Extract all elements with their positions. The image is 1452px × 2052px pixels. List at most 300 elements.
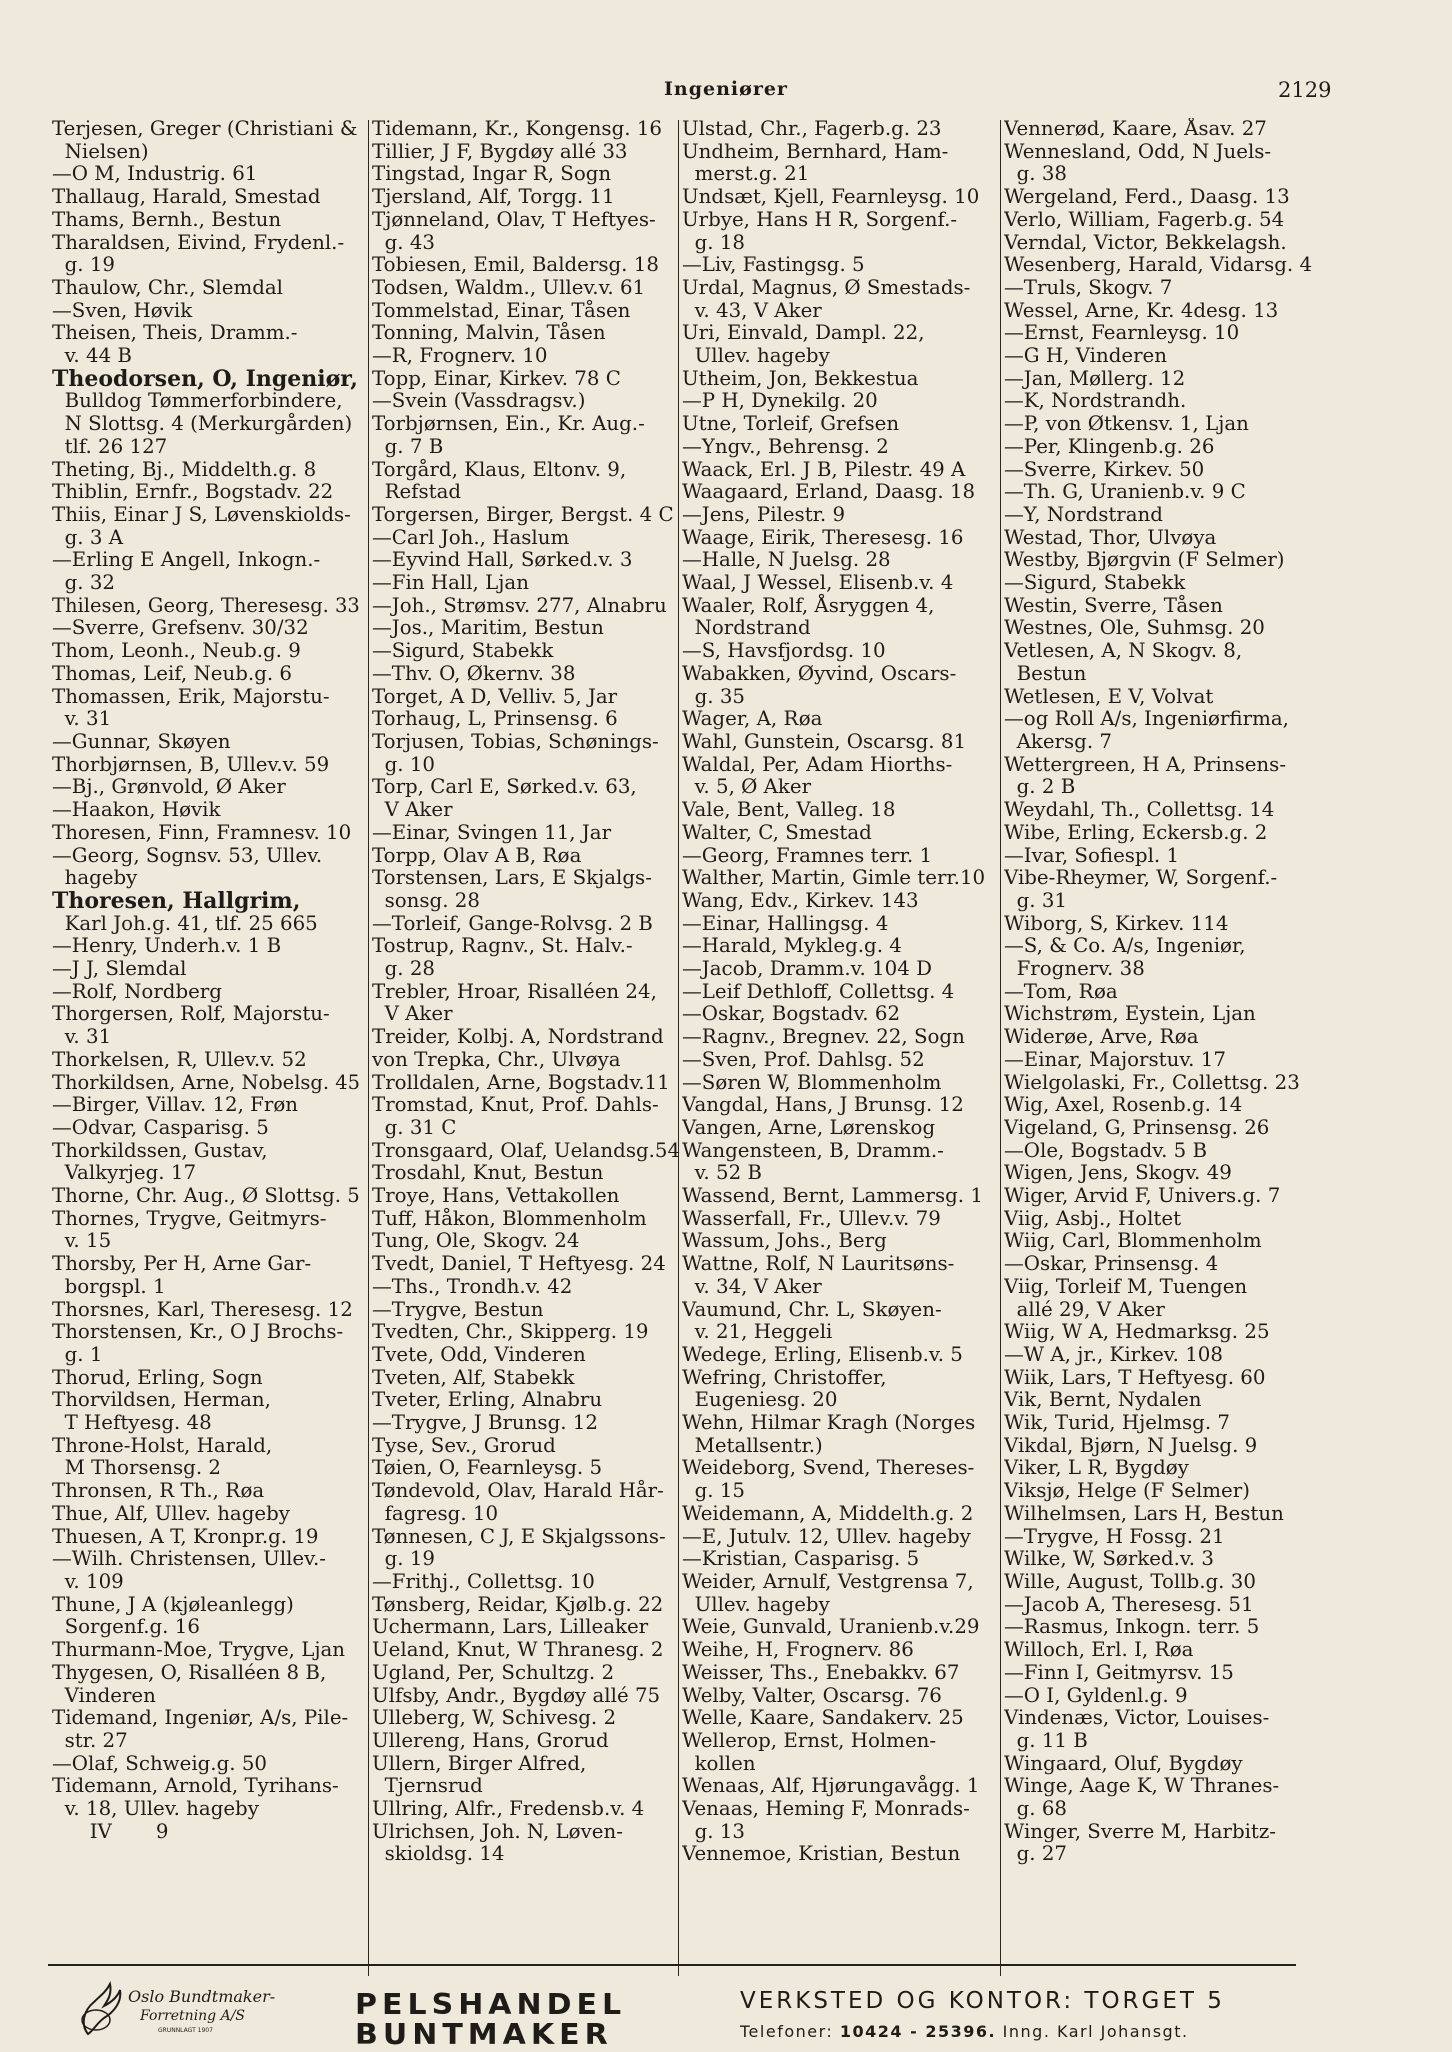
directory-entry: Utheim, Jon, Bekkestua <box>682 366 919 390</box>
directory-entry: g. 2 B <box>1004 775 1076 799</box>
directory-entry: —Rolf, Nordberg <box>52 979 222 1003</box>
directory-entry: Wielgolaski, Fr., Collettsg. 23 <box>1004 1070 1300 1094</box>
directory-entry: g. 35 <box>682 684 745 708</box>
directory-entry: Undheim, Bernhard, Ham- <box>682 139 949 163</box>
directory-entry: Ullring, Alfr., Fredensb.v. 4 <box>372 1797 645 1821</box>
directory-entry: Winger, Sverre M, Harbitz- <box>1004 1819 1276 1843</box>
directory-entry: —Jacob, Dramm.v. 104 D <box>682 957 932 981</box>
directory-entry: g. 7 B <box>372 434 444 458</box>
directory-entry: Westby, Bjørgvin (F Selmer) <box>1004 548 1285 572</box>
directory-entry: Viksjø, Helge (F Selmer) <box>1004 1479 1250 1503</box>
directory-entry: g. 3 A <box>52 525 123 549</box>
directory-entry: —Jens, Pilestr. 9 <box>682 502 846 526</box>
column-divider <box>368 120 369 1976</box>
directory-entry: Vangdal, Hans, J Brunsg. 12 <box>682 1093 964 1117</box>
advert-divider <box>48 1964 1296 1966</box>
advert-contact <box>740 1988 1300 2041</box>
directory-entry: g. 38 <box>1004 162 1067 186</box>
directory-entry: Thorsnes, Karl, Theresesg. 12 <box>52 1297 353 1321</box>
directory-entry: —Harald, Mykleg.g. 4 <box>682 934 902 958</box>
directory-entry: —Haakon, Høvik <box>52 798 221 822</box>
column-divider <box>678 120 679 1976</box>
directory-entry: —P H, Dynekilg. 20 <box>682 389 878 413</box>
directory-entry: Karl Joh.g. 41, tlf. 25 665 <box>52 911 318 935</box>
directory-column-4 <box>1004 118 1312 1980</box>
directory-entry: Weydahl, Th., Collettsg. 14 <box>1004 798 1275 822</box>
directory-entry: g. 43 <box>372 230 435 254</box>
directory-entry: —Tom, Røa <box>1004 979 1118 1003</box>
directory-entry: Tøien, O, Fearnleysg. 5 <box>372 1456 603 1480</box>
advert-phone-line <box>740 2022 1300 2041</box>
directory-entry: Thilesen, Georg, Theresesg. 33 <box>52 593 360 617</box>
directory-entry: g. 11 B <box>1004 1728 1088 1752</box>
directory-entry: Weisser, Ths., Enebakkv. 67 <box>682 1660 960 1684</box>
directory-entry: Urdal, Magnus, Ø Smestads- <box>682 275 971 299</box>
directory-entry: Uri, Einvald, Dampl. 22, <box>682 321 925 345</box>
directory-entry: Urbye, Hans H R, Sorgenf.- <box>682 207 958 231</box>
directory-entry: Torgård, Klaus, Eltonv. 9, <box>372 457 627 481</box>
directory-entry: —O M, Industrig. 61 <box>52 162 258 186</box>
directory-entry: Tvedt, Daniel, T Heftyesg. 24 <box>372 1252 666 1276</box>
directory-entry: —Oskar, Prinsensg. 4 <box>1004 1252 1219 1276</box>
directory-entry: allé 29, V Aker <box>1004 1297 1165 1321</box>
directory-entry: —Einar, Svingen 11, Jar <box>372 820 612 844</box>
directory-entry: —Oskar, Bogstadv. 62 <box>682 1002 901 1026</box>
directory-entry: Wang, Edv., Kirkev. 143 <box>682 888 919 912</box>
directory-entry: Torget, A D, Velliv. 5, Jar <box>372 684 618 708</box>
directory-entry: Wettergreen, H A, Prinsens- <box>1004 752 1286 776</box>
directory-entry: Winge, Aage K, W Thranes- <box>1004 1774 1280 1798</box>
directory-entry: Thorud, Erling, Sogn <box>52 1365 263 1389</box>
directory-entry: —Wilh. Christensen, Ullev.- <box>52 1547 326 1571</box>
directory-entry: —R, Frognerv. 10 <box>372 344 548 368</box>
directory-entry: Tronsgaard, Olaf, Uelandsg.54 <box>372 1138 680 1162</box>
directory-entry: Ulstad, Chr., Fagerb.g. 23 <box>682 118 942 140</box>
directory-entry: Thorkelsen, R, Ullev.v. 52 <box>52 1047 307 1071</box>
directory-entry: Thiblin, Ernfr., Bogstadv. 22 <box>52 480 334 504</box>
directory-entry: —Carl Joh., Haslum <box>372 525 570 549</box>
directory-entry: —Henry, Underh.v. 1 B <box>52 934 282 958</box>
directory-entry: —Erling E Angell, Inkogn.- <box>52 548 321 572</box>
directory-entry: —Halle, N Juelsg. 28 <box>682 548 891 572</box>
directory-entry: T Heftyesg. 48 <box>52 1411 212 1435</box>
phone-numbers: 10424 - 25396. <box>839 2022 997 2041</box>
directory-entry: Vennerød, Kaare, Åsav. 27 <box>1004 118 1267 140</box>
directory-entry: Wiger, Arvid F, Univers.g. 7 <box>1004 1184 1281 1208</box>
directory-entry: —Einar, Hallingsg. 4 <box>682 911 889 935</box>
directory-entry: Viig, Torleif M, Tuengen <box>1004 1274 1248 1298</box>
directory-entry: Wiik, Lars, T Heftyesg. 60 <box>1004 1365 1266 1389</box>
directory-entry: —E, Jutulv. 12, Ullev. hageby <box>682 1524 971 1548</box>
directory-entry: Thomassen, Erik, Majorstu- <box>52 684 330 708</box>
directory-entry: Vikdal, Bjørn, N Juelsg. 9 <box>1004 1433 1258 1457</box>
directory-entry: Wahl, Gunstein, Oscarsg. 81 <box>682 729 967 753</box>
directory-entry: —Einar, Majorstuv. 17 <box>1004 1047 1226 1071</box>
directory-entry: v. 31 <box>52 1025 112 1049</box>
directory-entry: Walter, C, Smestad <box>682 820 872 844</box>
directory-entry: Uchermann, Lars, Lilleaker <box>372 1615 649 1639</box>
directory-entry: —Ernst, Fearnleysg. 10 <box>1004 321 1240 345</box>
directory-entry: Valkyrjeg. 17 <box>52 1161 197 1185</box>
directory-entry: Vale, Bent, Valleg. 18 <box>682 798 896 822</box>
directory-entry: g. 31 C <box>372 1115 457 1139</box>
directory-entry: Vigeland, G, Prinsensg. 26 <box>1004 1115 1270 1139</box>
directory-column-1 <box>52 118 360 1980</box>
directory-entry: —Trygve, Bestun <box>372 1297 544 1321</box>
directory-entry: Torhaug, L, Prinsensg. 6 <box>372 707 618 731</box>
directory-entry: Theodorsen, O, Ingeniør, <box>52 365 358 392</box>
directory-entry: Thom, Leonh., Neub.g. 9 <box>52 639 301 663</box>
directory-entry: Waagaard, Erland, Daasg. 18 <box>682 480 976 504</box>
directory-entry: g. 32 <box>52 571 115 595</box>
directory-entry: Weihe, H, Frognerv. 86 <box>682 1638 914 1662</box>
directory-entry: —Gunnar, Skøyen <box>52 729 231 753</box>
directory-column-2 <box>372 118 680 1980</box>
directory-entry: Vindenæs, Victor, Louises- <box>1004 1706 1270 1730</box>
directory-entry: —Ivar, Sofiespl. 1 <box>1004 843 1180 867</box>
directory-entry: —Y, Nordstrand <box>1004 502 1163 526</box>
directory-entry: —O I, Gyldenl.g. 9 <box>1004 1683 1188 1707</box>
directory-entry: Wergeland, Ferd., Daasg. 13 <box>1004 185 1290 209</box>
directory-entry: Wetlesen, E V, Volvat <box>1004 684 1214 708</box>
directory-entry: Akersg. 7 <box>1004 729 1112 753</box>
directory-entry: Undsæt, Kjell, Fearnleysg. 10 <box>682 185 980 209</box>
directory-entry: —Torleif, Gange-Rolvsg. 2 B <box>372 911 653 935</box>
directory-entry: —J J, Slemdal <box>52 957 187 981</box>
directory-entry: —Søren W, Blommenholm <box>682 1070 942 1094</box>
directory-entry: Treider, Kolbj. A, Nordstrand <box>372 1025 664 1049</box>
directory-entry: Wigen, Jens, Skogv. 49 <box>1004 1161 1232 1185</box>
directory-entry: g. 27 <box>1004 1842 1067 1866</box>
directory-entry: —Sigurd, Stabekk <box>372 639 554 663</box>
directory-entry: —Jos., Maritim, Bestun <box>372 616 604 640</box>
directory-entry: Tjersland, Alf, Torgg. 11 <box>372 185 615 209</box>
directory-entry: —Georg, Framnes terr. 1 <box>682 843 933 867</box>
directory-entry: Wabakken, Øyvind, Oscars- <box>682 661 957 685</box>
directory-entry: N Slottsg. 4 (Merkurgården) <box>52 412 353 436</box>
directory-entry: Wig, Axel, Rosenb.g. 14 <box>1004 1093 1243 1117</box>
directory-entry: —S, Havsfjordsg. 10 <box>682 639 886 663</box>
directory-entry: g. 1 <box>52 1342 103 1366</box>
entrance-note: Inng. Karl Johansgt. <box>1002 2022 1189 2041</box>
directory-entry: Wefring, Christoffer, <box>682 1365 887 1389</box>
directory-entry: Venaas, Heming F, Monrads- <box>682 1797 970 1821</box>
directory-entry: v. 43, V Aker <box>682 298 822 322</box>
page-header <box>0 78 1452 108</box>
directory-entry: Tidemann, Arnold, Tyrihans- <box>52 1774 339 1798</box>
directory-entry: Terjesen, Greger (Christiani & <box>52 118 358 140</box>
directory-entry: Thorne, Chr. Aug., Ø Slottsg. 5 <box>52 1184 360 1208</box>
directory-entry: —og Roll A/s, Ingeniørfirma, <box>1004 707 1289 731</box>
page-title: Ingeniører <box>664 78 788 100</box>
directory-entry: Wennesland, Odd, N Juels- <box>1004 139 1272 163</box>
directory-entry: Tjønneland, Olav, T Heftyes- <box>372 207 656 231</box>
directory-entry: Viker, L R, Bygdøy <box>1004 1456 1189 1480</box>
directory-entry: Theting, Bj., Middelth.g. 8 <box>52 457 317 481</box>
directory-entry: Thorkildsen, Arne, Nobelsg. 45 <box>52 1070 360 1094</box>
directory-entry: g. 10 <box>372 752 435 776</box>
directory-entry: —Per, Klingenb.g. 26 <box>1004 434 1215 458</box>
directory-entry: Vennemoe, Kristian, Bestun <box>682 1842 961 1866</box>
directory-entry: Thorstensen, Kr., O J Brochs- <box>52 1320 344 1344</box>
directory-entry: v. 18, Ullev. hageby <box>52 1797 259 1821</box>
directory-entry: Tostrup, Ragnv., St. Halv.- <box>372 934 633 958</box>
directory-entry: —Trygve, H Fossg. 21 <box>1004 1524 1225 1548</box>
directory-entry: Vetlesen, A, N Skogv. 8, <box>1004 639 1243 663</box>
directory-entry: v. 44 B <box>52 344 132 368</box>
directory-entry: g. 19 <box>372 1547 435 1571</box>
directory-entry: —Bj., Grønvold, Ø Aker <box>52 775 286 799</box>
directory-entry: Tveter, Erling, Alnabru <box>372 1388 603 1412</box>
directory-entry: Westin, Sverre, Tåsen <box>1004 593 1223 617</box>
directory-entry: v. 21, Heggeli <box>682 1320 833 1344</box>
directory-entry: Verlo, William, Fagerb.g. 54 <box>1004 207 1285 231</box>
directory-entry: tlf. 26 127 <box>52 434 168 458</box>
directory-entry: Tung, Ole, Skogv. 24 <box>372 1229 580 1253</box>
directory-entry: Waal, J Wessel, Elisenb.v. 4 <box>682 571 954 595</box>
directory-entry: —Ths., Trondh.v. 42 <box>372 1274 573 1298</box>
directory-entry: Wille, August, Tollb.g. 30 <box>1004 1570 1256 1593</box>
directory-entry: Tvedten, Chr., Skipperg. 19 <box>372 1320 649 1344</box>
directory-entry: Welby, Valter, Oscarsg. 76 <box>682 1683 942 1707</box>
directory-entry: Wangensteen, B, Dramm.- <box>682 1138 944 1162</box>
directory-entry: Thorkildssen, Gustav, <box>52 1138 268 1162</box>
directory-entry: Thornes, Trygve, Geitmyrs- <box>52 1206 327 1230</box>
directory-entry: Tommelstad, Einar, Tåsen <box>372 298 631 322</box>
directory-entry: Tønsberg, Reidar, Kjølb.g. 22 <box>372 1592 664 1616</box>
directory-entry: Tønnesen, C J, E Skjalgssons- <box>372 1524 666 1548</box>
directory-entry: Tidemand, Ingeniør, A/s, Pile- <box>52 1706 349 1730</box>
directory-entry: Wingaard, Oluf, Bygdøy <box>1004 1751 1243 1775</box>
directory-entry: —Sven, Prof. Dahlsg. 52 <box>682 1047 925 1071</box>
directory-entry: Wedege, Erling, Elisenb.v. 5 <box>682 1342 963 1366</box>
directory-entry: skioldsg. 14 <box>372 1842 505 1866</box>
directory-entry: Wilhelmsen, Lars H, Bestun <box>1004 1501 1284 1525</box>
advert-headline <box>355 1990 715 2051</box>
directory-entry: Wik, Turid, Hjelmsg. 7 <box>1004 1411 1230 1435</box>
directory-entry: —Sven, Høvik <box>52 298 193 322</box>
directory-entry: Thronsen, R Th., Røa <box>52 1479 265 1503</box>
directory-entry: —Sverre, Grefsenv. 30/32 <box>52 616 309 640</box>
directory-entry: von Trepka, Chr., Ulvøya <box>372 1047 621 1071</box>
directory-entry: —Sigurd, Stabekk <box>1004 571 1186 595</box>
directory-entry: Tveten, Alf, Stabekk <box>372 1365 575 1389</box>
directory-entry: Eugeniesg. 20 <box>682 1388 838 1412</box>
directory-entry: —W A, jr., Kirkev. 108 <box>1004 1342 1223 1366</box>
directory-entry: —Joh., Strømsv. 277, Alnabru <box>372 593 667 617</box>
directory-entry: —Jacob A, Theresesg. 51 <box>1004 1592 1254 1616</box>
directory-entry: Tøndevold, Olav, Harald Hår- <box>372 1479 664 1503</box>
directory-entry: IV 9 <box>52 1819 169 1843</box>
directory-entry: Weider, Arnulf, Vestgrensa 7, <box>682 1570 974 1593</box>
directory-entry: v. 31 <box>52 707 112 731</box>
directory-entry: borgspl. 1 <box>52 1274 166 1298</box>
advert-line-pelshandel: PELSHANDEL <box>355 1988 627 2022</box>
directory-entry: —Sverre, Kirkev. 50 <box>1004 457 1205 481</box>
directory-entry: V Aker <box>372 1002 453 1026</box>
directory-entry: Ulrichsen, Joh. N, Løven- <box>372 1819 623 1843</box>
directory-entry: Westad, Thor, Ulvøya <box>1004 525 1217 549</box>
directory-entry: Waage, Eirik, Theresesg. 16 <box>682 525 964 549</box>
directory-entry: Torpp, Olav A B, Røa <box>372 843 582 867</box>
directory-entry: hageby <box>52 866 138 890</box>
directory-entry: —Jan, Møllerg. 12 <box>1004 366 1186 390</box>
directory-entry: —Frithj., Collettsg. 10 <box>372 1570 595 1593</box>
directory-entry: —Ole, Bogstadv. 5 B <box>1004 1138 1208 1162</box>
directory-entry: Thorsby, Per H, Arne Gar- <box>52 1252 312 1276</box>
directory-entry: Bulldog Tømmerforbindere, <box>52 389 343 413</box>
directory-entry: —Liv, Fastingsg. 5 <box>682 253 865 277</box>
directory-entry: Willoch, Erl. I, Røa <box>1004 1638 1194 1662</box>
directory-entry: Thams, Bernh., Bestun <box>52 207 282 231</box>
directory-entry: Thune, J A (kjøleanlegg) <box>52 1592 294 1616</box>
directory-entry: Thorbjørnsen, B, Ullev.v. 59 <box>52 752 330 776</box>
directory-entry: Tvete, Odd, Vinderen <box>372 1342 586 1366</box>
directory-entry: —Rasmus, Inkogn. terr. 5 <box>1004 1615 1260 1639</box>
directory-entry: Wilke, W, Sørked.v. 3 <box>1004 1547 1214 1571</box>
directory-entry: g. 31 <box>1004 888 1067 912</box>
phone-label: Telefoner: <box>740 2022 834 2041</box>
directory-entry: —Truls, Skogv. 7 <box>1004 275 1173 299</box>
directory-entry: Vibe-Rheymer, W, Sorgenf.- <box>1004 866 1278 890</box>
directory-entry: Tonning, Malvin, Tåsen <box>372 321 606 345</box>
directory-entry: v. 5, Ø Aker <box>682 775 812 799</box>
directory-entry: Thoresen, Hallgrim, <box>52 887 301 914</box>
directory-entry: v. 109 <box>52 1570 124 1593</box>
directory-entry: Troye, Hans, Vettakollen <box>372 1184 620 1208</box>
directory-entry: Thallaug, Harald, Smestad <box>52 185 321 209</box>
directory-entry: —Yngv., Behrensg. 2 <box>682 434 889 458</box>
directory-entry: Torjusen, Tobias, Schønings- <box>372 729 659 753</box>
directory-entry: —Olaf, Schweig.g. 50 <box>52 1751 268 1775</box>
directory-entry: —Odvar, Casparisg. 5 <box>52 1115 269 1139</box>
directory-entry: str. 27 <box>52 1728 128 1752</box>
directory-entry: Thomas, Leif, Neub.g. 6 <box>52 661 293 685</box>
directory-entry: Wehn, Hilmar Kragh (Norges <box>682 1411 976 1435</box>
directory-entry: Tuff, Håkon, Blommenholm <box>372 1206 647 1230</box>
directory-entry: Topp, Einar, Kirkev. 78 C <box>372 366 621 390</box>
directory-entry: Vik, Bernt, Nydalen <box>1004 1388 1202 1412</box>
directory-entry: Tromstad, Knut, Prof. Dahls- <box>372 1093 659 1117</box>
directory-entry: Ugland, Per, Schultzg. 2 <box>372 1660 615 1684</box>
directory-entry: Vaumund, Chr. L, Skøyen- <box>682 1297 942 1321</box>
logo-line-1: Oslo Bundtmaker- <box>128 1987 276 2006</box>
directory-entry: Widerøe, Arve, Røa <box>1004 1025 1199 1049</box>
directory-entry: Trolldalen, Arne, Bogstadv.11 <box>372 1070 670 1094</box>
directory-entry: Thurmann-Moe, Trygve, Ljan <box>52 1638 346 1662</box>
directory-entry: Thygesen, O, Risalléen 8 B, <box>52 1660 327 1684</box>
directory-entry: —Svein (Vassdragsv.) <box>372 389 586 413</box>
directory-entry: fagresg. 10 <box>372 1501 499 1525</box>
directory-entry: g. 18 <box>682 230 745 254</box>
directory-entry: Tidemann, Kr., Kongensg. 16 <box>372 118 662 140</box>
directory-entry: v. 52 B <box>682 1161 762 1185</box>
directory-entry: g. 28 <box>372 957 435 981</box>
directory-entry: Walther, Martin, Gimle terr.10 <box>682 866 986 890</box>
directory-entry: Wassend, Bernt, Lammersg. 1 <box>682 1184 983 1208</box>
directory-entry: —Georg, Sognsv. 53, Ullev. <box>52 843 323 867</box>
directory-entry: Wibe, Erling, Eckersb.g. 2 <box>1004 820 1268 844</box>
page-number: 2129 <box>1278 78 1332 102</box>
directory-entry: —S, & Co. A/s, Ingeniør, <box>1004 934 1246 958</box>
directory-entry: Tyse, Sev., Grorud <box>372 1433 556 1457</box>
directory-entry: Ullereng, Hans, Grorud <box>372 1728 609 1752</box>
directory-entry: Torstensen, Lars, E Skjalgs- <box>372 866 652 890</box>
directory-entry: Tobiesen, Emil, Baldersg. 18 <box>372 253 659 277</box>
directory-entry: —Fin Hall, Ljan <box>372 571 529 595</box>
directory-column-3 <box>682 118 990 1980</box>
directory-entry: merst.g. 21 <box>682 162 810 186</box>
directory-entry: sonsg. 28 <box>372 888 480 912</box>
logo-line-2: Forretning A/S <box>140 2008 246 2024</box>
directory-entry: —Finn I, Geitmyrsv. 15 <box>1004 1660 1234 1684</box>
directory-entry: Tharaldsen, Eivind, Frydenl.- <box>52 230 345 254</box>
directory-entry: —Eyvind Hall, Sørked.v. 3 <box>372 548 633 572</box>
directory-entry: Ulleberg, W, Schivesg. 2 <box>372 1706 617 1730</box>
directory-entry: Waaler, Rolf, Åsryggen 4, <box>682 593 935 617</box>
directory-entry: Verndal, Victor, Bekkelagsh. <box>1004 230 1287 254</box>
directory-entry: Theisen, Theis, Dramm.- <box>52 321 298 345</box>
directory-entry: Throne-Holst, Harald, <box>52 1433 273 1457</box>
directory-entry: Weideborg, Svend, Thereses- <box>682 1456 975 1480</box>
directory-entry: Wiig, W A, Hedmarksg. 25 <box>1004 1320 1270 1344</box>
furrier-logo <box>66 1980 336 2038</box>
advert-address: VERKSTED OG KONTOR: TORGET 5 <box>740 1988 1225 2014</box>
directory-entry: Waack, Erl. J B, Pilestr. 49 A <box>682 457 966 481</box>
directory-entry: Wager, A, Røa <box>682 707 823 731</box>
directory-entry: —Trygve, J Brunsg. 12 <box>372 1411 598 1435</box>
directory-entry: Tillier, J F, Bygdøy allé 33 <box>372 139 628 163</box>
directory-entry: Ulfsby, Andr., Bygdøy allé 75 <box>372 1683 661 1707</box>
directory-entry: Torbjørnsen, Ein., Kr. Aug.- <box>372 412 645 436</box>
column-divider <box>1000 120 1001 1976</box>
directory-entry: Thorvildsen, Herman, <box>52 1388 271 1412</box>
directory-entry: Bestun <box>1004 661 1087 685</box>
directory-entry: Wessel, Arne, Kr. 4desg. 13 <box>1004 298 1279 322</box>
directory-entry: Todsen, Waldm., Ullev.v. 61 <box>372 275 646 299</box>
directory-entry: —K, Nordstrandh. <box>1004 389 1187 413</box>
directory-entry: v. 15 <box>52 1229 112 1253</box>
directory-entry: Ullev. hageby <box>682 344 830 368</box>
directory-entry: —Birger, Villav. 12, Frøn <box>52 1093 299 1117</box>
directory-entry: Thorgersen, Rolf, Majorstu- <box>52 1002 330 1026</box>
directory-entry: Viig, Asbj., Holtet <box>1004 1206 1182 1230</box>
directory-entry: Thaulow, Chr., Slemdal <box>52 275 284 299</box>
directory-entry: Vinderen <box>52 1683 156 1707</box>
directory-entry: Frognerv. 38 <box>1004 957 1145 981</box>
directory-entry: Sorgenf.g. 16 <box>52 1615 200 1639</box>
directory-entry: Wellerop, Ernst, Holmen- <box>682 1728 937 1752</box>
directory-entry: —G H, Vinderen <box>1004 344 1167 368</box>
directory-entry: Tjernsrud <box>372 1774 483 1798</box>
directory-entry: Wasserfall, Fr., Ullev.v. 79 <box>682 1206 941 1230</box>
directory-entry: Ullev. hageby <box>682 1592 830 1616</box>
directory-entry: Waldal, Per, Adam Hiorths- <box>682 752 953 776</box>
directory-entry: Metallsentr.) <box>682 1433 823 1457</box>
directory-entry: Wiig, Carl, Blommenholm <box>1004 1229 1262 1253</box>
directory-entry: Torgersen, Birger, Bergst. 4 C <box>372 502 674 526</box>
directory-entry: Tingstad, Ingar R, Sogn <box>372 162 612 186</box>
directory-entry: Weie, Gunvald, Uranienb.v.29 <box>682 1615 980 1639</box>
directory-entry: Nielsen) <box>52 139 149 163</box>
directory-entry: Nordstrand <box>682 616 811 640</box>
directory-entry: Wassum, Johs., Berg <box>682 1229 887 1253</box>
directory-entry: Ullern, Birger Alfred, <box>372 1751 587 1775</box>
directory-entry: Refstad <box>372 480 462 504</box>
directory-entry: —Thv. O, Økernv. 38 <box>372 661 576 685</box>
directory-entry: Trebler, Hroar, Risalléen 24, <box>372 979 657 1003</box>
directory-entry: Thiis, Einar J S, Løvenskiolds- <box>52 502 351 526</box>
